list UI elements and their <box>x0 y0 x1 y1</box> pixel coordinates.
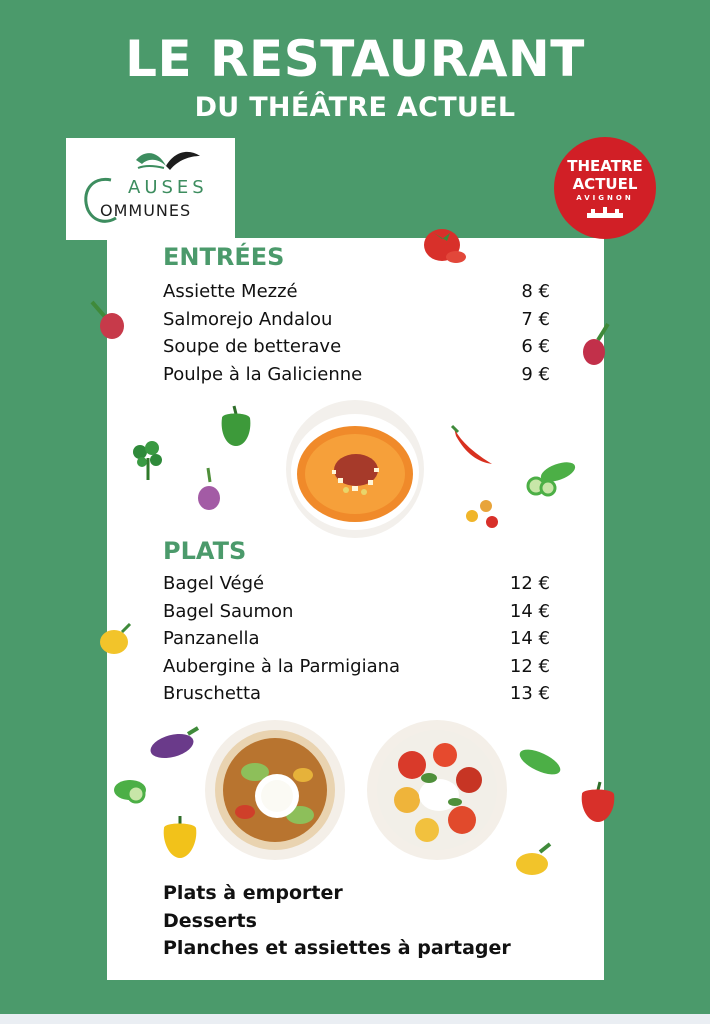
footer-line: Plats à emporter <box>163 882 343 904</box>
causes-communes-logo <box>66 138 235 240</box>
vegetable-plate-photo <box>205 720 345 860</box>
item-price: 12 € <box>509 655 550 677</box>
item-price: 8 € <box>521 281 550 302</box>
tomato-salad-photo <box>367 720 507 860</box>
cucumber-icon <box>522 458 578 498</box>
item-price: 14 € <box>509 600 550 622</box>
menu-item <box>163 656 550 684</box>
pepper-icon <box>160 814 200 860</box>
lemon-icon <box>96 620 136 660</box>
plats-list <box>163 573 550 711</box>
logo-graphic <box>66 138 235 240</box>
svg-text:AUSES: AUSES <box>128 177 208 198</box>
item-name: Bruschetta <box>163 683 262 704</box>
radish-icon <box>578 322 614 372</box>
tomato-icon <box>420 225 468 267</box>
menu-item <box>163 364 550 392</box>
cucumber-icon <box>516 742 564 782</box>
item-price: 9 € <box>521 363 550 385</box>
item-name: Bagel Saumon <box>163 600 294 622</box>
footer-line: Desserts <box>163 909 257 932</box>
item-name: Aubergine à la Parmigiana <box>163 655 401 677</box>
badge-line3: AVIGNON <box>576 194 634 202</box>
menu-item <box>163 309 550 337</box>
soup-photo <box>286 400 424 538</box>
footer-list <box>163 880 511 963</box>
onion-icon <box>194 466 224 512</box>
item-name: Bagel Végé <box>163 573 265 594</box>
entrees-title: ENTRÉES <box>163 243 285 271</box>
item-price: 6 € <box>521 336 550 357</box>
footer-line: Planches et assiettes à partager <box>163 937 511 959</box>
item-name: Assiette Mezzé <box>163 281 298 302</box>
item-price: 13 € <box>509 683 550 704</box>
badge-line1: THEATRE <box>567 157 643 175</box>
parsley-icon <box>130 438 166 482</box>
badge-line2: ACTUEL <box>572 175 638 193</box>
theatre-actuel-badge <box>554 137 656 239</box>
chili-icon <box>448 424 496 470</box>
plats-title: PLATS <box>163 537 247 565</box>
palace-icon <box>587 207 623 219</box>
pepper-icon <box>578 780 618 824</box>
cucumber-icon <box>112 770 152 810</box>
item-name: Poulpe à la Galicienne <box>163 363 363 385</box>
item-name: Panzanella <box>163 628 260 649</box>
entrees-list <box>163 281 550 391</box>
menu-item <box>163 628 550 656</box>
lemon-icon <box>512 840 556 880</box>
page-subtitle: DU THÉÂTRE ACTUEL <box>194 92 516 123</box>
menu-item <box>163 601 550 629</box>
item-price: 7 € <box>521 308 550 330</box>
menu-item <box>163 336 550 364</box>
eggplant-icon <box>148 722 200 762</box>
item-price: 12 € <box>509 573 550 594</box>
cherry-tomatoes-icon <box>462 496 502 530</box>
menu-item <box>163 573 550 601</box>
pepper-icon <box>218 404 254 448</box>
menu-item <box>163 281 550 309</box>
item-name: Soupe de betterave <box>163 336 342 357</box>
page-title: LE RESTAURANT <box>125 30 585 88</box>
radish-icon <box>88 298 128 344</box>
item-name: Salmorejo Andalou <box>163 308 333 330</box>
item-price: 14 € <box>509 628 550 649</box>
menu-item <box>163 683 550 711</box>
svg-text:OMMUNES: OMMUNES <box>100 201 192 220</box>
